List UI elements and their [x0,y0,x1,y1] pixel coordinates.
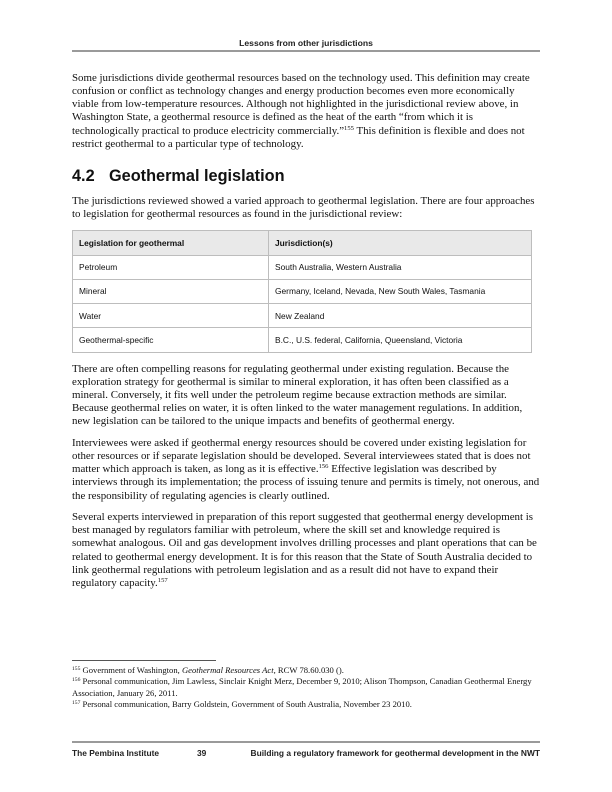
footnote-act-title: Geothermal Resources Act [181,665,274,675]
footnote-number: 155 [72,666,81,672]
table-row [73,328,532,352]
table-cell-jurisdictions: B.C., U.S. federal, California, Queensland, Victoria [269,328,532,352]
paragraph-interviewees [72,437,540,503]
table-cell-jurisdictions: South Australia, Western Australia [269,255,532,279]
footnote-text: Government of Washington, [80,665,182,675]
table-header-jurisdictions: Jurisdiction(s) [269,231,532,255]
section-heading [72,166,540,186]
footnote-text: Personal communication, Barry Goldstein, Government of South Australia, November 23 2010. [80,698,412,709]
table-row [73,304,532,328]
footnote-ref-157[interactable]: 157 [157,576,168,584]
footnote-ref-155[interactable]: 155 [344,124,354,132]
section-number: 4.2 [72,166,95,185]
table-cell-legislation: Water [73,304,269,328]
section-lead: The jurisdictions reviewed showed a varied approach to geothermal legislation. There are four approaches to legislation for geothermal resources as found in the jurisdictional review: [72,194,535,221]
footnote-155 [72,665,540,676]
table-cell-legislation: Geothermal-specific [73,328,269,352]
legislation-table [72,230,532,352]
table-header-legislation: Legislation for geothermal [73,231,269,255]
section-title: Geothermal legislation [109,166,285,185]
paragraph-interviewees-text-after: Effective legislation was described by interviews through its implementation; the process of issuing tenure and permits is timely, not onerous, and the responsibility of regulating agencies is clearly outlined. [72,463,540,502]
page-footer [72,748,540,760]
footnote-number: 157 [72,699,81,706]
intro-text-after: This definition is flexible and does not restrict geothermal to a particular type of technology. [72,124,525,150]
table-cell-jurisdictions: Germany, Iceland, Nevada, New South Wales, Tasmania [269,279,532,303]
table-row [73,255,532,279]
intro-text: Some jurisdictions divide geothermal resources based on the technology used. This definition may create confusion or conflict as technology changes and energy production becomes even more economically viable from low-temperature resources. Although not highlighted in the jurisdictional review above, in Washington State, a geothermal resource is defined as the heat of the earth “from which it is technologically practical to produce electricity commercially.” [72,72,530,137]
paragraph-interviewees-text: Interviewees were asked if geothermal energy resources should be covered under existing legislation for other resources or if separate legislation should be developed. Several interviewees stated that is does not matter which approach is taken, as long as it is effective. [72,436,531,476]
footer-divider [72,741,540,743]
footnote-ref-156[interactable]: 156 [318,463,329,471]
running-header: Lessons from other jurisdictions [239,38,373,48]
table-header-row [73,231,532,255]
header-divider [72,50,540,52]
footnote-number: 156 [72,677,81,684]
footer-document-title: Building a regulatory framework for geothermal development in the NWT [250,748,540,758]
page-number: 39 [197,748,207,758]
footnote-text-after: , RCW 78.60.030 (). [273,665,344,675]
paragraph-experts [72,511,540,590]
footer-organization: The Pembina Institute [72,748,160,758]
footnote-text: Personal communication, Jim Lawless, Sinclair Knight Merz, December 9, 2010; Alison Thompson, Canadian Geothermal Energy Association, January 26, 2011. [72,676,532,698]
table-cell-legislation: Petroleum [73,255,269,279]
footnote-157 [72,699,540,710]
footnotes [72,665,540,710]
paragraph-regulation-reasons: There are often compelling reasons for regulating geothermal under existing regulation. Because the exploration strategy for geothermal is similar to mineral exploration, it has often been classified as a mineral. Conversely, it fits well under the petroleum regime because extraction methods are similar. Because geothermal relies on water, it is often linked to the water management regulations. In addition, new legislation can be tailored to the unique impacts and benefits of geothermal energy. [72,362,523,428]
table-cell-legislation: Mineral [73,279,269,303]
intro-paragraph [72,72,540,151]
table-cell-jurisdictions: New Zealand [269,304,532,328]
footnote-156 [72,676,540,699]
footnote-divider [72,660,216,661]
table-row [73,279,532,303]
paragraph-experts-text: Several experts interviewed in preparation of this report suggested that geothermal energy development is best managed by regulators familiar with petroleum, where the skill set and knowledge required is somewhat analogous. Oil and gas development involves drilling processes and plant operations that can be related to geothermal energy development. It is for this reason that the State of South Australia decided to link geothermal regulations with petroleum legislation and as a result did not have to expand their regulatory capacity. [72,511,537,589]
page-content [72,72,540,590]
